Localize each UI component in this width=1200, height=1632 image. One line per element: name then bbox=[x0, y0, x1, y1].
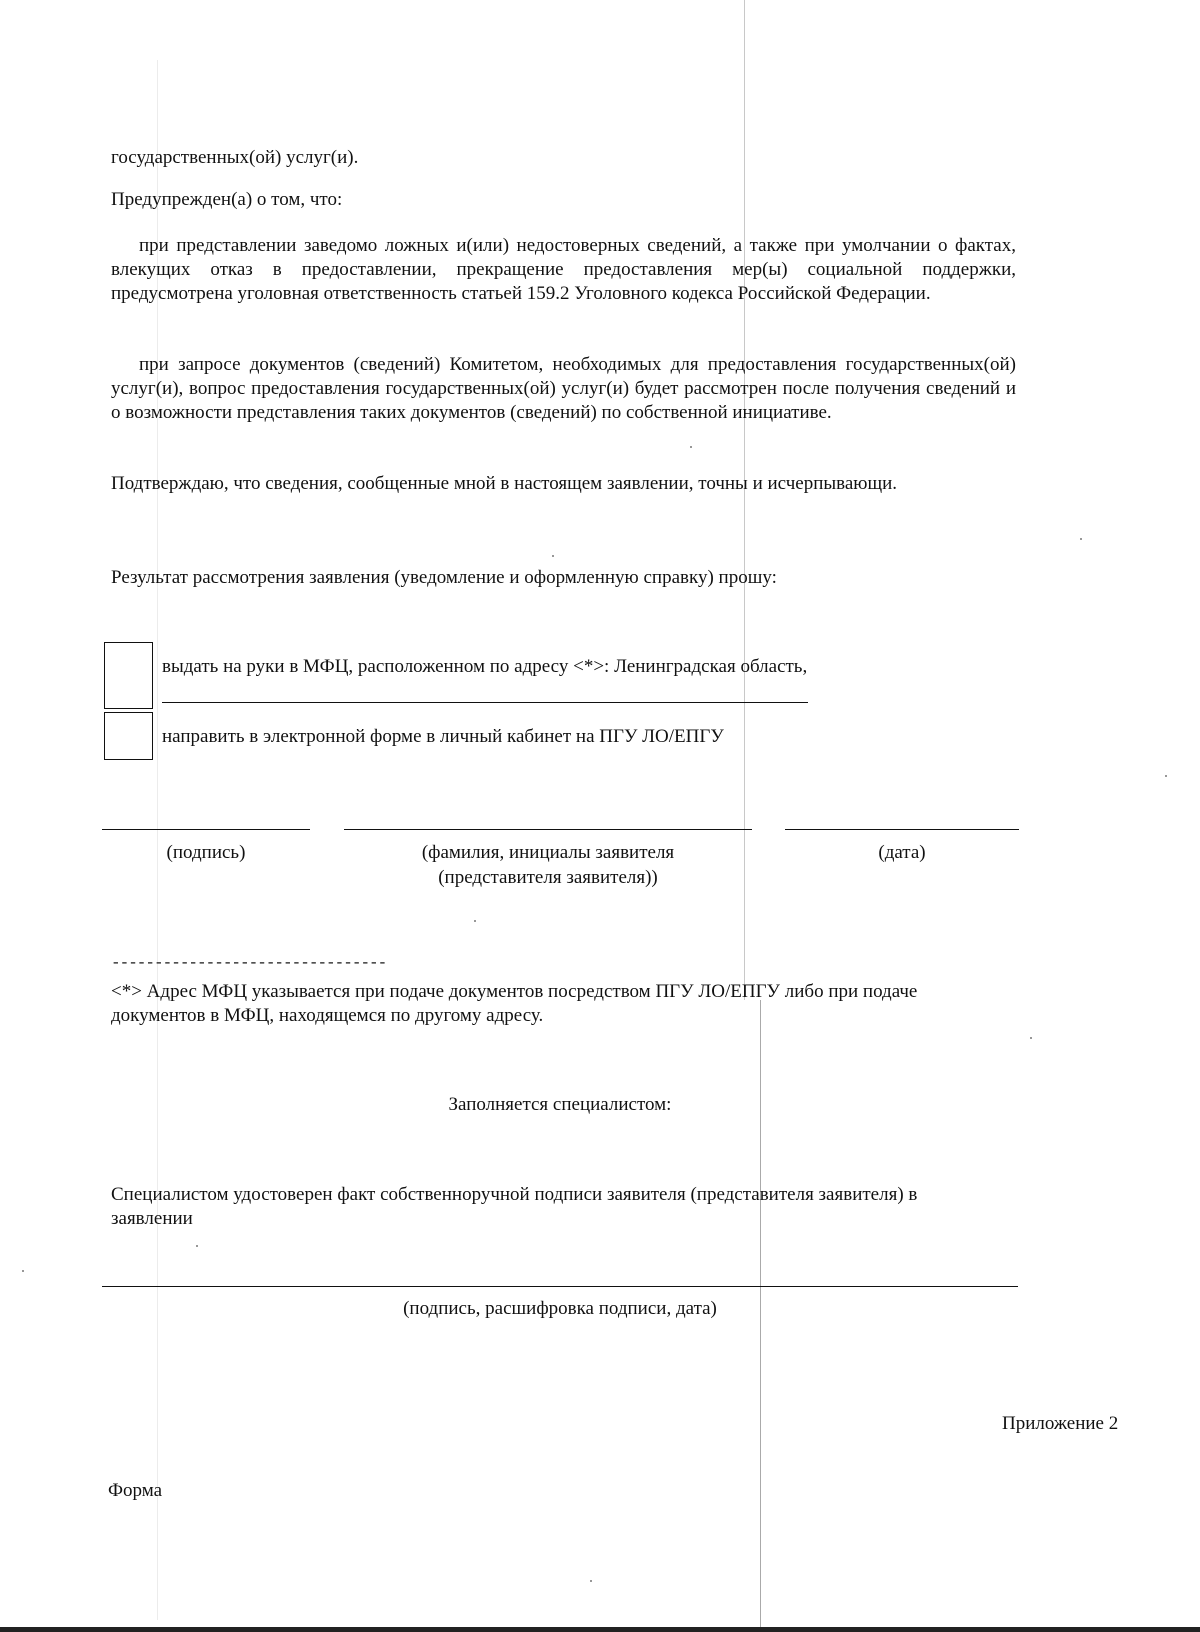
paragraph-request-docs: при запросе документов (сведений) Комитетом, необходимых для предоставления государственных(ой) услуг(и), вопрос предоставления государственных(ой) услуг(и) будет рассмотрен после получения сведений и о возможности представления таких документов (сведений) по собственной инициативе. bbox=[111, 354, 1016, 423]
warned-heading: Предупрежден(а) о том, что: bbox=[111, 189, 343, 210]
specialist-text: Специалистом удостоверен факт собственноручной подписи заявителя (представителя заявителя) в заявлении bbox=[111, 1184, 918, 1229]
scan-speck bbox=[690, 446, 692, 448]
scan-speck bbox=[590, 1580, 592, 1582]
scan-speck bbox=[1080, 538, 1082, 540]
option-mfc-label: выдать на руки в МФЦ, расположенном по адресу <*>: Ленинградская область, bbox=[162, 656, 808, 677]
scan-speck bbox=[196, 1245, 198, 1247]
applicant-name-caption-2: (представителя заявителя)) bbox=[438, 867, 658, 888]
paragraph-false-info: при представлении заведомо ложных и(или) недостоверных сведений, а также при умолчании о фактах, влекущих отказ в предоставлении, прекращение предоставления мер(ы) социальной поддержки, предусмотрена уголовная ответственность статьей 159.2 Уголовного кодекса Российской Федерации. bbox=[111, 235, 1016, 304]
paragraph-confirm: Подтверждаю, что сведения, сообщенные мной в настоящем заявлении, точны и исчерпывающи. bbox=[111, 473, 898, 494]
scan-speck bbox=[1030, 1037, 1032, 1039]
signature-field[interactable] bbox=[102, 829, 310, 830]
checkbox-electronic[interactable] bbox=[104, 712, 153, 760]
appendix-label: Приложение 2 bbox=[1002, 1413, 1119, 1434]
continuation-line: государственных(ой) услуг(и). bbox=[111, 147, 359, 168]
specialist-heading: Заполняется специалистом: bbox=[448, 1094, 672, 1115]
applicant-name-field[interactable] bbox=[344, 829, 752, 830]
result-request: Результат рассмотрения заявления (уведомление и оформленную справку) прошу: bbox=[111, 567, 777, 588]
scan-speck bbox=[22, 1270, 24, 1272]
specialist-signature-field[interactable] bbox=[102, 1286, 1018, 1287]
form-label: Форма bbox=[108, 1480, 163, 1501]
option-electronic-label: направить в электронной форме в личный кабинет на ПГУ ЛО/ЕПГУ bbox=[162, 726, 724, 747]
scan-speck bbox=[552, 555, 554, 557]
footnote-text: <*> Адрес МФЦ указывается при подаче документов посредством ПГУ ЛО/ЕПГУ либо при подаче документов в МФЦ, находящемся по другому адресу. bbox=[111, 981, 918, 1026]
specialist-signature-caption: (подпись, расшифровка подписи, дата) bbox=[403, 1298, 717, 1319]
date-caption: (дата) bbox=[878, 842, 926, 863]
signature-caption: (подпись) bbox=[166, 842, 246, 863]
mfc-address-field[interactable] bbox=[162, 702, 808, 703]
date-field[interactable] bbox=[785, 829, 1019, 830]
scan-speck bbox=[1165, 775, 1167, 777]
applicant-name-caption-1: (фамилия, инициалы заявителя bbox=[421, 842, 675, 863]
footnote-separator: -------------------------------- bbox=[111, 954, 387, 972]
scan-bottom-edge bbox=[0, 1627, 1200, 1632]
scan-speck bbox=[474, 920, 476, 922]
checkbox-mfc[interactable] bbox=[104, 642, 153, 709]
